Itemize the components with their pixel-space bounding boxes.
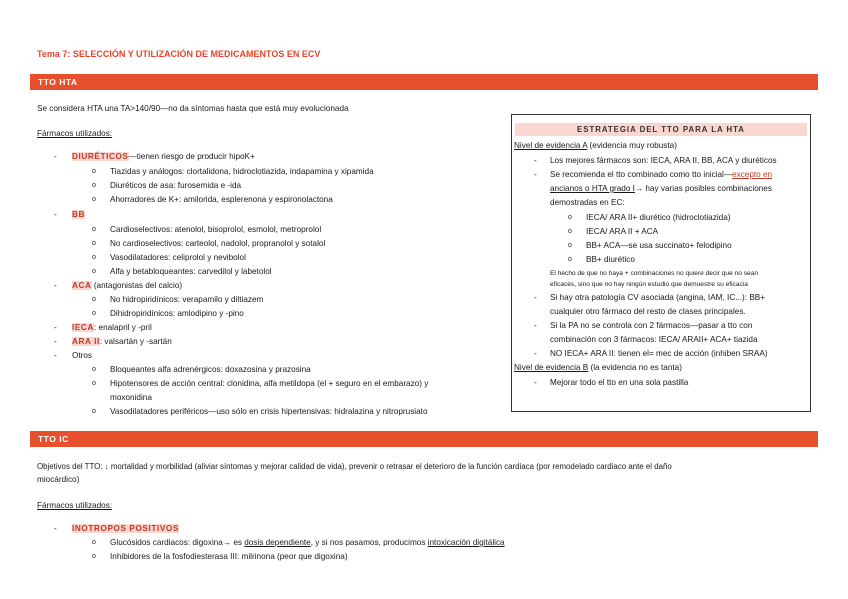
list-item: Dihidropiridínicos: amlodipino y -pino [110, 309, 244, 318]
list-item: Vasodilatadores: celiprolol y nevibolol [110, 253, 246, 262]
circle-bullet: o [568, 256, 572, 263]
hta-farmacos-label: Fármacos utilizados: [37, 129, 113, 138]
strategy-box [511, 114, 811, 412]
section-bar-hta-label: TTO HTA [38, 77, 78, 87]
circle-bullet: o [92, 553, 96, 560]
strategy-a4-cont: combinación con 3 fármacos: IECA/ ARAII+ ACA+ tiazida [550, 335, 758, 344]
glucosidos-line [110, 538, 505, 548]
circle-bullet: o [92, 240, 96, 247]
nivel-b-label: Nivel de evidencia B [514, 363, 589, 372]
combo-item: BB+ diurético [586, 255, 635, 264]
dash-bullet: - [54, 337, 57, 346]
circle-bullet: o [92, 539, 96, 546]
ara-name: ARA II [72, 337, 100, 346]
strategy-a2-pre: Se recomienda el tto combinado como tto inicial— [550, 170, 733, 179]
ic-farmacos-label: Fármacos utilizados: [37, 501, 113, 510]
strategy-a2-link2: ancianos o HTA grado I [550, 184, 635, 193]
strategy-a2-line2 [550, 184, 772, 194]
nivel-a-desc: (evidencia muy robusta) [587, 141, 677, 150]
inhibidores-line: Inhibidores de la fosfodiesterasa III: milrinona (peor que digoxina) [110, 552, 348, 561]
list-item-cont: moxonidina [110, 393, 152, 402]
dash-bullet: - [534, 170, 537, 179]
combo-item: BB+ ACA—se usa succinato+ felodipino [586, 241, 732, 250]
section-bar-ic [30, 431, 818, 447]
dash-bullet: - [534, 293, 537, 302]
nivel-b-line [514, 363, 682, 373]
circle-bullet: o [92, 196, 96, 203]
dash-bullet: - [534, 321, 537, 330]
dash-bullet: - [54, 524, 57, 533]
circle-bullet: o [92, 268, 96, 275]
circle-bullet: o [92, 408, 96, 415]
list-item: Alfa y betabloqueantes: carvedilol y labetolol [110, 267, 272, 276]
dash-bullet: - [54, 210, 57, 219]
strategy-a2-post: → hay varias posibles combinaciones [634, 184, 772, 193]
hta-intro: Se considera HTA una TA>140/90—no da síntomas hasta que está muy evolucionada [37, 104, 349, 113]
combo-item: IECA/ ARA II + ACA [586, 227, 659, 236]
list-item: No hidropiridínicos: verapamilo y diltiazem [110, 295, 264, 304]
ieca-desc: : enalapril y -pril [93, 323, 152, 332]
strategy-a3-cont: cualquier otro fármaco del resto de clases principales. [550, 307, 746, 316]
nivel-a-line [514, 141, 677, 151]
gluc-intox: intoxicación digitálica [427, 538, 505, 547]
otros-label: Otros [72, 351, 93, 360]
dash-bullet: - [54, 281, 57, 290]
ieca-line [72, 323, 152, 333]
dash-bullet: - [534, 156, 537, 165]
section-bar-hta [30, 74, 818, 90]
bb-line [72, 210, 85, 220]
ara-line [72, 337, 172, 347]
strategy-b1: Mejorar todo el tto en una sola pastilla [550, 378, 689, 387]
strategy-note1: El hecho de que no haya + combinaciones no quiere decir que no sean [550, 270, 759, 277]
nivel-b-desc: (la evidencia no es tanta) [588, 363, 682, 372]
strategy-a5: NO IECA+ ARA II: tienen el= mec de acción (inhiben SRAA) [550, 349, 768, 358]
strategy-a2-link: excepto en [732, 170, 773, 179]
section-bar-ic-label: TTO IC [38, 434, 69, 444]
dash-bullet: - [534, 349, 537, 358]
inotropos-name: INOTROPOS POSITIVOS [72, 524, 179, 533]
circle-bullet: o [92, 168, 96, 175]
circle-bullet: o [92, 226, 96, 233]
aca-line [72, 281, 182, 291]
diureticos-line [72, 152, 255, 162]
list-item: Vasodilatadores periféricos—uso sólo en crisis hipertensivas: hidralazina y nitroprusiato [110, 407, 428, 416]
strategy-a1: Los mejores fármacos son: IECA, ARA II, BB, ACA y diuréticos [550, 156, 777, 165]
combo-item: IECA/ ARA II+ diurético (hidroclotiazida) [586, 213, 731, 222]
ic-objectives: Objetivos del TTO: ↓ mortalidad y morbilidad (aliviar síntomas y mejorar calidad de vida), prevenir o retrasar el deterioro de la función cardiaca (por remodelado cardiaco ante el daño [37, 462, 672, 471]
strategy-a2-cont: demostradas en EC: [550, 198, 625, 207]
list-item: No cardioselectivos: carteolol, nadolol, propranolol y sotalol [110, 239, 326, 248]
list-item: Bloqueantes alfa adrenérgicos: doxazosina y prazosina [110, 365, 311, 374]
nivel-a-label: Nivel de evidencia A [514, 141, 588, 150]
aca-desc: (antagonistas del calcio) [91, 281, 183, 290]
strategy-header: ESTRATEGIA DEL TTO PARA LA HTA [515, 123, 807, 136]
bb-name: BB [72, 210, 86, 219]
circle-bullet: o [92, 296, 96, 303]
strategy-a4: Si la PA no se controla con 2 fármacos—pasar a tto con [550, 321, 753, 330]
dash-bullet: - [54, 152, 57, 161]
strategy-a2 [550, 170, 772, 180]
list-item: Hipotensores de acción central: clonidina, alfa metildopa (el + seguro en el embarazo) y [110, 379, 429, 388]
circle-bullet: o [568, 228, 572, 235]
dash-bullet: - [534, 378, 537, 387]
circle-bullet: o [568, 214, 572, 221]
strategy-a3: Si hay otra patología CV asociada (angina, IAM, IC...): BB+ [550, 293, 766, 302]
diureticos-desc: —tienen riesgo de producir hipoK+ [128, 152, 255, 161]
page-title: Tema 7: SELECCIÓN Y UTILIZACIÓN DE MEDICAMENTOS EN ECV [37, 49, 321, 59]
circle-bullet: o [568, 242, 572, 249]
circle-bullet: o [92, 380, 96, 387]
strategy-note2: eficaces, sino que no hay ningún estudio que demuestre su eficacia [550, 281, 748, 288]
gluc-mid: , y si nos pasamos, producimos [310, 538, 428, 547]
dash-bullet: - [54, 323, 57, 332]
gluc-dosis: dosis dependiente [244, 538, 311, 547]
aca-name: ACA [72, 281, 92, 290]
circle-bullet: o [92, 254, 96, 261]
inotropos-line [72, 524, 179, 534]
list-item: Cardioselectivos: atenolol, bisoprolol, esmolol, metroprolol [110, 225, 322, 234]
list-item: Tiazidas y análogos: clortalidona, hidroclotiazida, indapamina y xipamida [110, 167, 374, 176]
circle-bullet: o [92, 310, 96, 317]
circle-bullet: o [92, 366, 96, 373]
list-item: Diuréticos de asa: furosemida e -ida [110, 181, 242, 190]
diureticos-name: DIURÉTICOS [72, 152, 129, 161]
list-item: Ahorradores de K+: amilorida, esplerenona y espironolactona [110, 195, 333, 204]
ic-objectives-cont: miocárdico) [37, 475, 80, 484]
gluc-pre: Glucósidos cardiacos: digoxina→ es [110, 538, 245, 547]
ara-desc: : valsartán y -sartán [99, 337, 172, 346]
circle-bullet: o [92, 182, 96, 189]
dash-bullet: - [54, 351, 57, 360]
ieca-name: IECA [72, 323, 94, 332]
